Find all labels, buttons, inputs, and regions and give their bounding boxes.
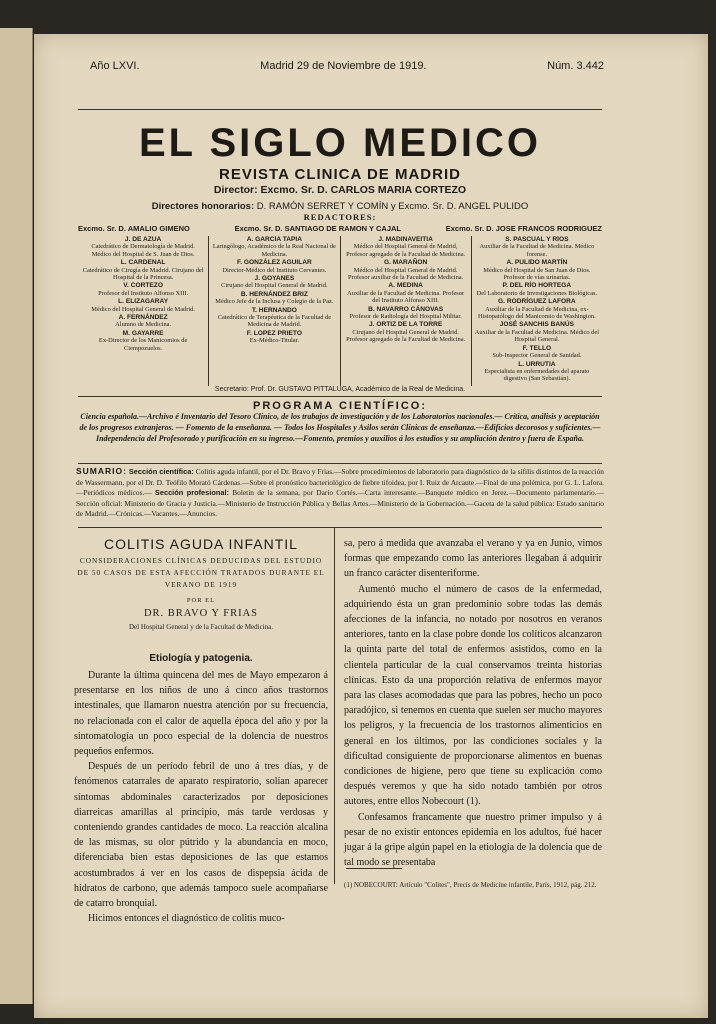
secretary-line: Secretario: Prof. Dr. GUSTAVO PITTALUGA, Académico de la Real de Medicina. — [214, 386, 466, 393]
paragraph: Hicimos entonces el diagnóstico de colitis muco- — [88, 913, 285, 925]
editor-column — [341, 236, 472, 386]
issue-number: Núm. 3.442 — [547, 60, 604, 72]
footnote: (1) NOBECOURT: Artículo "Colites", Precis de Medicine infantile, París, 1912, pág. 212. — [344, 881, 597, 889]
editor-name: M. GAYARRE — [122, 329, 164, 337]
paragraph: sa, pero á medida que avanzaba el verano y ya en Junio, vimos formas que empezando como las anteriores llegaban á adquirir un franco carácter disenteriforme. — [344, 538, 602, 580]
editor-name: J. GOYANES — [254, 275, 295, 283]
editor-desc: Cirujano del Hospital General de Madrid. Profesor agregado de la Facultad de Medicina. — [346, 328, 466, 344]
editor-name: V. CORTEZO — [123, 282, 163, 290]
director-line: Director: Excmo. Sr. D. CARLOS MARIA CORTEZO — [213, 184, 467, 196]
senior-editors-row — [78, 224, 602, 233]
honorary-directors — [78, 201, 602, 212]
editor-desc: Médico del Hospital General de Madrid, Profesor agregado de la Facultad de Medicina. — [346, 243, 466, 258]
article-title: COLITIS AGUDA INFANTIL — [104, 536, 298, 552]
editor-desc: Auxiliar de la Facultad de Medicina. Profesor del Instituto Alfonso XIII. — [347, 289, 465, 305]
editor-desc: Médico del Hospital de San Juan de Dios. Profesor de vías urinarias. — [483, 266, 591, 282]
senior-editor: Excmo. Sr. D. SANTIAGO DE RAMON Y CAJAL — [234, 224, 401, 233]
newspaper-title: EL SIGLO MEDICO — [138, 121, 542, 165]
honorary-label: Directores honorarios: — [151, 201, 255, 212]
editor-name: L. URRUTIA — [518, 360, 556, 368]
year-label: Año LXVI. — [90, 60, 140, 72]
editors-columns — [78, 236, 602, 386]
paragraph: Durante la última quincena del mes de Mayo empezaron á presentarse en los niños de uno á cinco años trastornos intestinales, que llamaron nuestra atención por su frecuencia, no relacionada con el calor de aquella época del año y por la sintomatología un poco especial de la dolencia de nuestros pequeños enfermos. — [74, 670, 328, 758]
masthead-rule — [78, 109, 602, 110]
senior-editor: Excmo. Sr. D. AMALIO GIMENO — [78, 224, 190, 233]
editor-name: J. DE AZÚA — [124, 236, 162, 243]
editor-desc: Ex-Médico-Titular. — [249, 337, 300, 345]
editor-name: F. LOPEZ PRIETO — [246, 329, 302, 337]
sumario-section-text: Colitis aguda infantil, por el Dr. Bravo y Frías.—Sobre procedimientos de laboratorio para diagnóstico de la sífilis distintos de la reacción de Wassermann, por el Dr. D. Teófilo Morató Cárdenas.—Sobre el pronóstico bacteriológico de fiebre tifoidea, por I. Ruiz de Arcaute.—Final de una polémica, por G. L. Lafora.—Periódicos médicos.— — [76, 467, 604, 498]
paragraph: Después de un período febril de uno á tres días, y de fenómenos catarrales de aparato respiratorio, solían aparecer síntomas abdominales caracterizados por deposiciones diarreicas amarillas al principio, más tarde verdosas y conteniendo grandes cantidades de moco. La reacción alcalina de las mismas, su olor pútrido y la abundancia en moco, diferenciaba bien estas deposiciones de las que estamos acostumbrados á ver en los casos de dispepsia ácida de hidratos de carbono, que además tampoco suele acompañarse de catarro bronquial. — [74, 761, 328, 910]
programa-top-rule — [78, 396, 602, 397]
editor-desc: Cirujano del Hospital General de Madrid. — [221, 282, 328, 290]
paragraph: Aumentó mucho el número de casos de la enfermedad, adquiriendo ésta un gran predominio sobre todas las demás afecciones de la infancia, no notado por nosotros en veranos anteriores, tanto en la clase pobre donde los colíticos alcanzaron la quinta parte del total de enfermos asistidos, como en la clientela particular de la cual conservamos treinta historias clínicas. Esto da una proporción relativa de enfermos mayor para las clases acomodadas que para las pobres, hecho un poco paradójico, si tenemos en cuenta que suelen ser mucho mayores los peligros, y la frecuencia de los trastornos alimenticios en general en los últimos, por las condiciones sociales y la dificultad consiguiente de proporcionarse alimentos en buenas condiciones de higiene, pero que tiene su explicación como después veremos y que ha sido notado también por otros autores, entre ellos Nobecourt (1). — [344, 583, 602, 808]
editor-desc: Médico del Hospital General de Madrid. Profesor auxiliar de la Facultad de Medicina. — [348, 266, 464, 282]
editor-name: J. MADINAVEITIA — [378, 236, 433, 243]
editor-desc: Catedrático de Terapéutica de la Facultad de Medicina de Madrid. — [217, 314, 332, 329]
article-left-column — [74, 668, 328, 926]
article-subtitle: CONSIDERACIONES CLÍNICAS DEDUCIDAS DEL ESTUDIO DE 50 CASOS DE ESTA AFECCIÓN TRATADOS DURANTE EL VERANO DE 1919 — [77, 556, 325, 589]
editor-name: B. HERNÁNDEZ BRIZ — [240, 290, 308, 298]
editor-name: A. GARCÍA TAPIA — [246, 236, 303, 243]
section-heading: Etiología y patogenia. — [149, 653, 253, 664]
editor-desc: Especialista en enfermedades del aparato digestivo (San Sebastián). — [484, 367, 590, 383]
article-right-column — [344, 536, 602, 870]
issue-date: Madrid 29 de Noviembre de 1919. — [260, 60, 427, 72]
editor-desc: Catedrático de Cirugía de Madrid. Cirujano del Hospital de la Princesa. — [82, 266, 204, 282]
editor-desc: Laringólogo, Académico de la Real Nacional de Medicina. — [212, 243, 336, 258]
masthead-info-row — [56, 60, 604, 74]
paragraph: Confesamos francamente que nuestro primer impulso y á pesar de no existir entonces epidemia en los adultos, fué hacer jugar á la gripe algún papel en la etiología de la dolencia que de tal modo se presentaba — [344, 811, 602, 869]
sumario — [76, 466, 604, 520]
editor-name: L. CARDENAL — [120, 259, 166, 267]
article-por: POR EL — [186, 597, 216, 604]
editor-desc: Auxiliar de la Facultad de Medicina, ex-Histopatólogo del Manicomio de Washington. — [477, 305, 596, 321]
editor-column — [78, 236, 209, 386]
senior-editor: Excmo. Sr. D. JOSE FRANCOS RODRIGUEZ — [445, 224, 602, 233]
editor-column — [209, 236, 340, 386]
editor-desc: Catedrático de Dermatología de Madrid. Médico del Hospital de S. Juan de Dios. — [91, 243, 195, 258]
editor-name: A. FERNÁNDEZ — [118, 314, 168, 322]
editor-name: A. MEDINA — [388, 282, 423, 290]
editor-name: G. MARAÑON — [384, 259, 428, 267]
editor-desc: Del Laboratorio de Investigaciones Biológicas. — [476, 289, 598, 297]
editor-desc: Sub-Inspector General de Sanidad. — [492, 352, 582, 360]
editor-name: T. HERNANDO — [251, 306, 297, 314]
programa-bottom-rule — [78, 463, 602, 464]
editor-name: JOSÉ SANCHIS BANÚS — [499, 321, 575, 329]
programa-text: Ciencia española.—Archivo é Inventario del Tesoro Clínico, de los trabajos de investigación y de los Laboratorios nacionales.— Crítica, análisis y aceptación de los progresos extranjeros. — Fomento de la enseñanza. — Todos los Hospitales y Asilos serán Clínicas de enseñanza.—Edificios decorosos y suficientes.—Independencia del Profesorado y purificación en su ingreso.—Fomento, premios y auxilios á los estudios y su ampliación dentro y fuera de España. — [79, 412, 601, 443]
honorary-names: D. RAMÓN SERRET Y COMÍN y Excmo. Sr. D. ANGEL PULIDO — [256, 201, 529, 212]
adjacent-page-edge — [0, 28, 33, 1004]
article-author: DR. BRAVO Y FRIAS — [143, 608, 259, 619]
editor-desc: Alumno de Medicina. — [115, 321, 172, 329]
editor-name: G. RODRÍGUEZ LAFORA — [498, 298, 576, 306]
sumario-bottom-rule — [78, 527, 602, 528]
sumario-section-label: Sección profesional: — [154, 488, 229, 498]
editor-desc: Director-Médico del Instituto Cervantes. — [222, 266, 327, 274]
editor-desc: Ex-Director de los Manicomios de Ciempozuelos. — [98, 337, 188, 352]
editor-name: F. GONZÁLEZ AGUILAR — [236, 259, 312, 267]
sumario-section-text: Boletín de la semana, por Darío Cortés.—Carta interesante.—Banquete médico en Jerez.—Documento parlamentario.—Sección oficial: Ministerio de Gracia y Justicia.—Ministerio de Instrucción Pública y Bellas Artes.—Ministerio de la Gobernación.—Gaceta de la salud pública: Estado sanitario de Madrid.—Crónicas.—Vacantes.—Anuncios. — [76, 488, 604, 519]
newspaper-subtitle: REVISTA CLINICA DE MADRID — [219, 166, 461, 183]
programa-title: PROGRAMA CIENTÍFICO: — [252, 400, 428, 412]
editor-desc: Médico Jefe de la Inclusa y Colegio de la Paz. — [215, 298, 334, 306]
editor-name: A. PULIDO MARTÍN — [506, 259, 568, 267]
editor-name: B. NAVARRO CÁNOVAS — [368, 305, 444, 313]
editor-name: S. PASCUAL Y RÍOS — [505, 236, 569, 243]
editor-desc: Auxiliar de la Facultad de Medicina. Médico del Hospital General. — [474, 328, 599, 344]
editor-column — [472, 236, 602, 386]
article-affiliation: Del Hospital General y de la Facultad de Medicina. — [128, 623, 274, 631]
editor-name: J. ORTIZ DE LA TORRE — [368, 321, 443, 329]
editor-desc: Auxiliar de la Facultad de Medicina. Médico forense. — [479, 243, 595, 258]
footnote-rule — [346, 868, 402, 869]
column-divider — [334, 528, 335, 884]
redactores-label: REDACTORES: — [303, 212, 377, 222]
editor-name: F. TELLO — [522, 344, 552, 352]
sumario-label: SUMARIO: — [76, 466, 127, 476]
editor-desc: Profesor del Instituto Alfonso XIII. — [98, 289, 189, 297]
editor-desc: Profesor de Radiología del Hospital Militar. — [349, 313, 462, 321]
editor-name: L. ELIZAGARAY — [118, 298, 169, 306]
editor-desc: Médico del Hospital General de Madrid. — [91, 305, 195, 313]
editor-name: P. DEL RÍO HORTEGA — [502, 282, 572, 290]
sumario-section-label: Sección científica: — [128, 467, 194, 476]
